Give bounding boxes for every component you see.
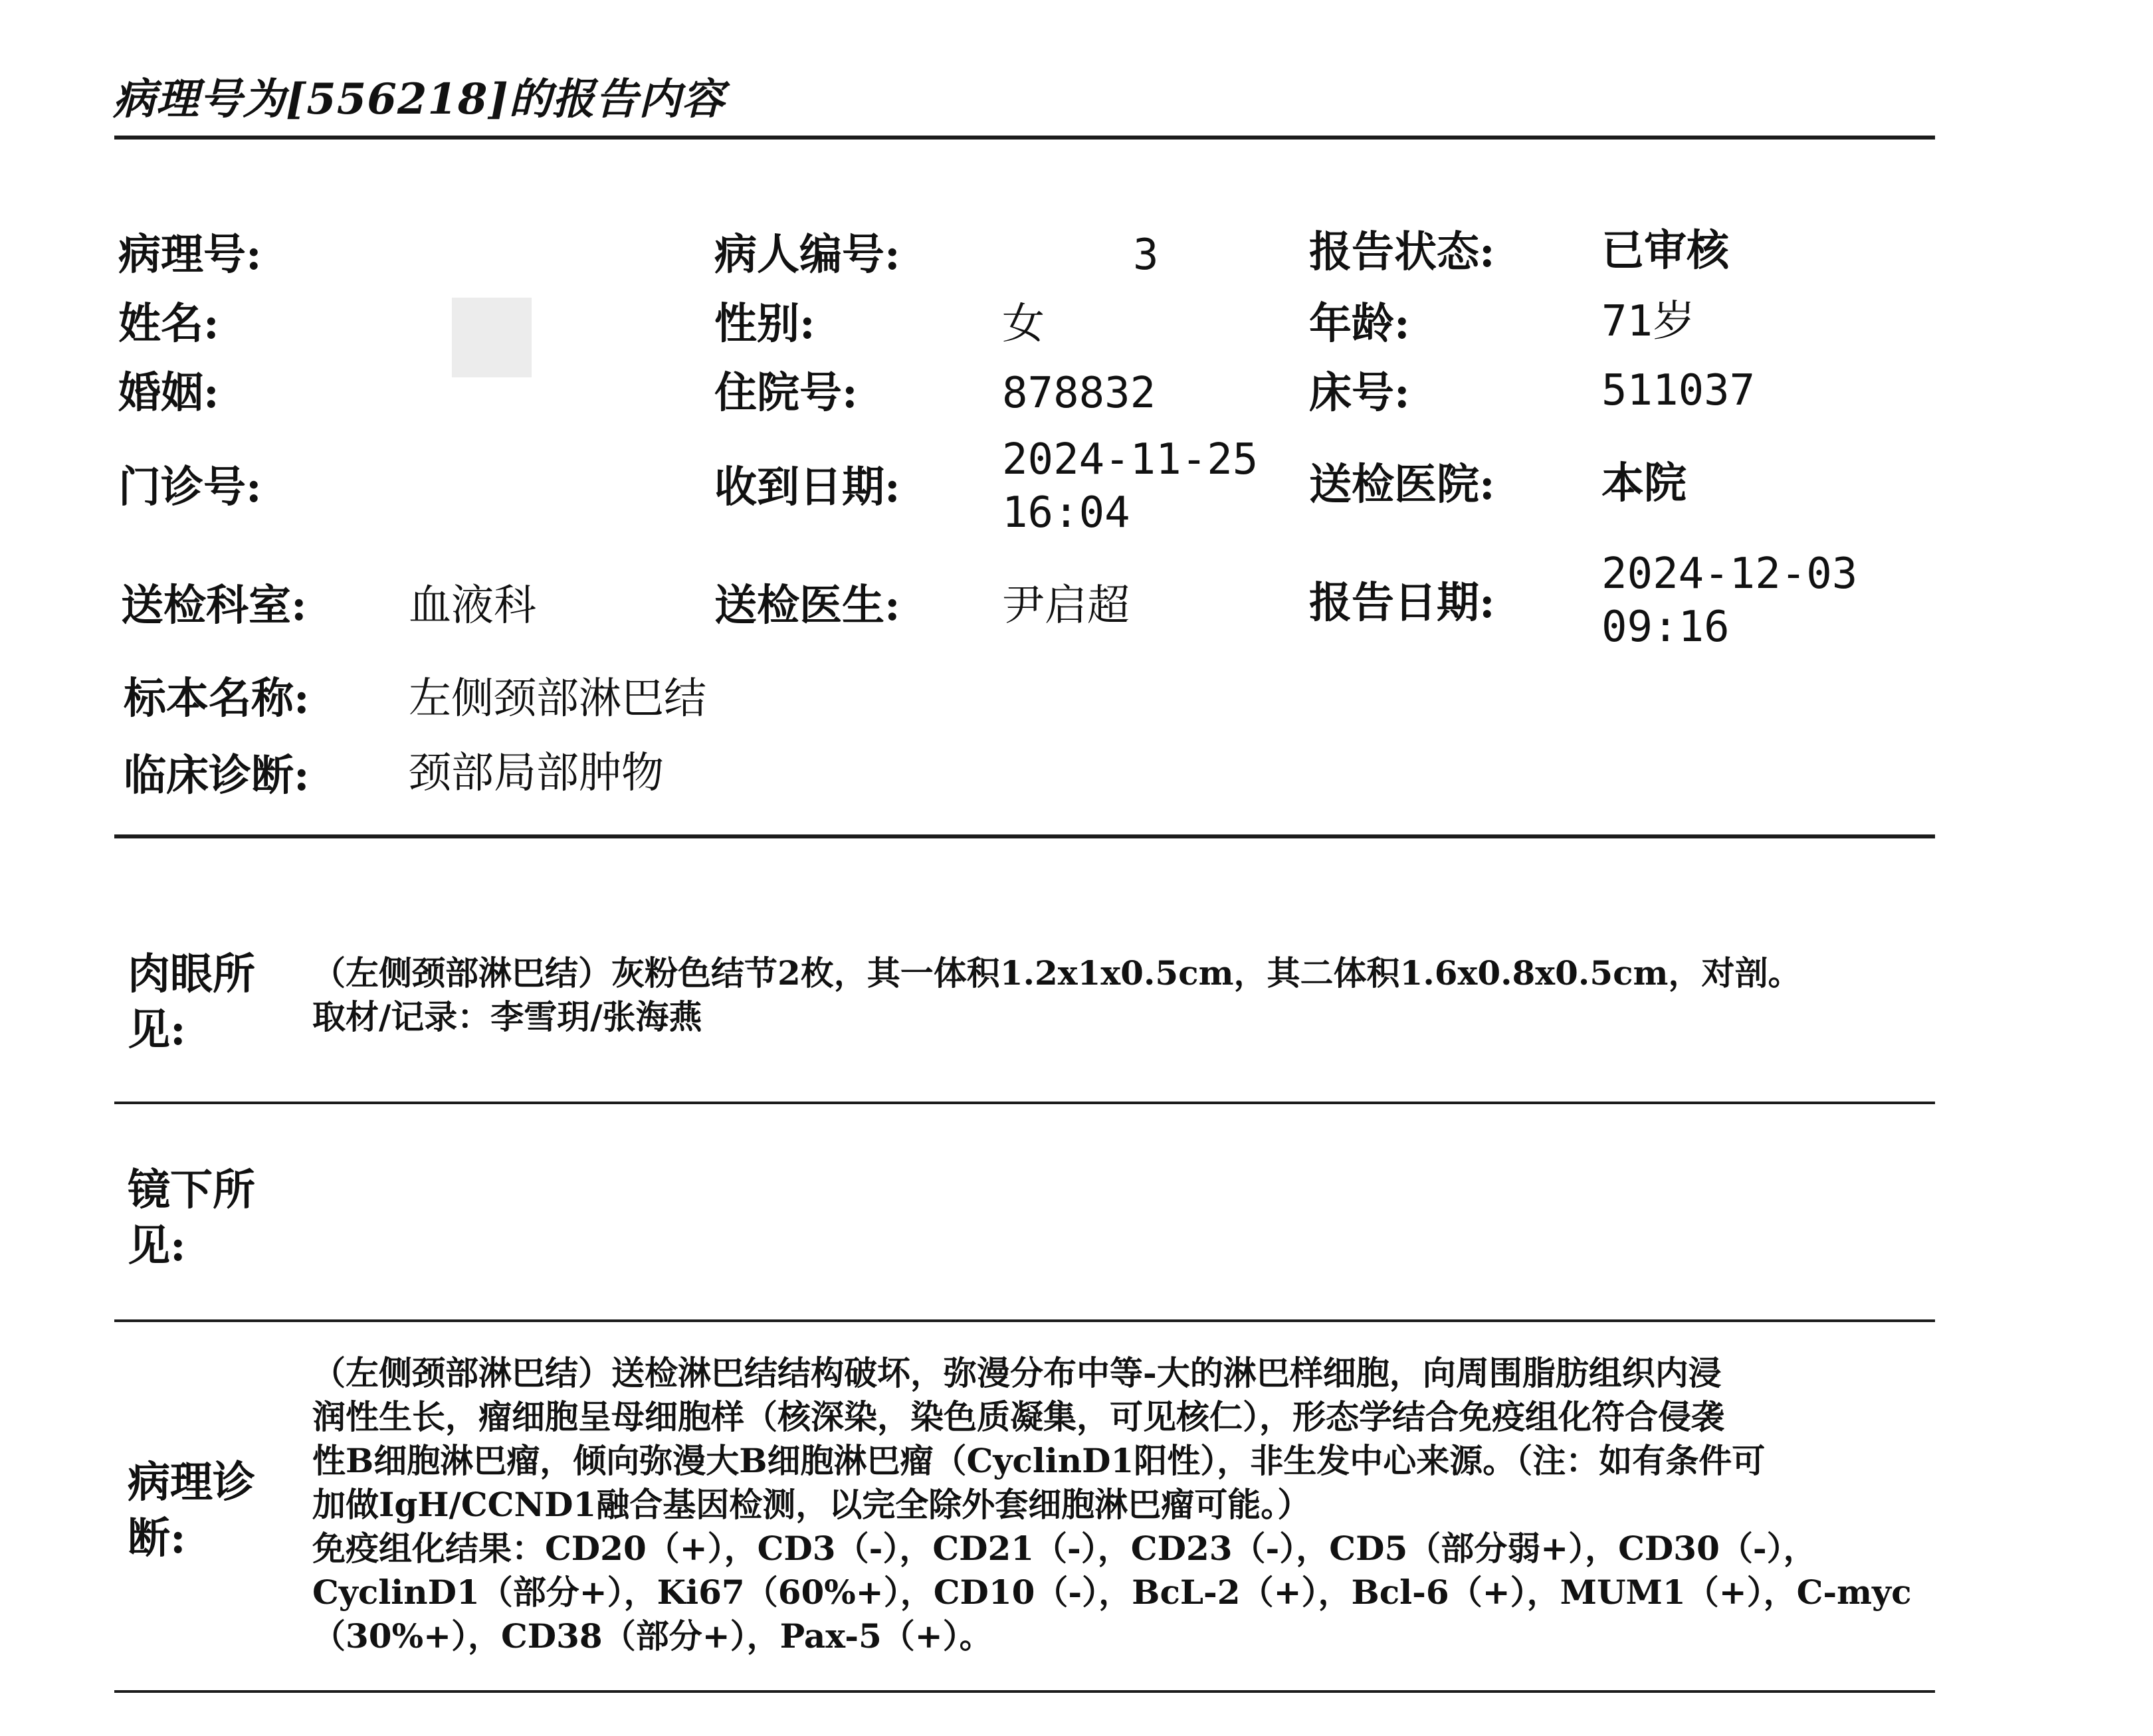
report-time-value: 09:16 <box>1601 603 1730 652</box>
gross-label: 肉眼所见: <box>128 949 255 1055</box>
sending-dept-label: 送检科室: <box>121 581 307 630</box>
report-title: 病理号为[556218]的报告内容 <box>113 74 725 124</box>
report-status-value: 已审核 <box>1601 226 1729 276</box>
received-date-value: 2024-11-25 <box>1002 435 1259 484</box>
redacted-name <box>452 298 532 377</box>
outpatient-no-label: 门诊号: <box>118 462 262 512</box>
gross-divider <box>114 1102 1935 1104</box>
pathology-no-label: 病理号: <box>118 230 262 280</box>
inpatient-no-value: 878832 <box>1002 369 1156 418</box>
bed-no-label: 床号: <box>1309 368 1410 418</box>
sending-hospital-value: 本院 <box>1601 458 1687 508</box>
received-date-label: 收到日期: <box>714 462 900 512</box>
micro-divider <box>114 1319 1935 1322</box>
report-date-value: 2024-12-03 <box>1601 549 1858 599</box>
report-status-label: 报告状态: <box>1309 227 1495 277</box>
bed-no-value: 511037 <box>1601 366 1756 415</box>
micro-label: 镜下所见: <box>128 1165 255 1271</box>
received-time-value: 16:04 <box>1002 488 1130 537</box>
diagnosis-text: （左侧颈部淋巴结）送检淋巴结结构破坏，弥漫分布中等-大的淋巴样细胞，向周围脂肪组织内浸 润性生长，瘤细胞呈母细胞样（核深染，染色质凝集，可见核仁），形态学结合免疫组化符合侵袭 性B细胞淋巴瘤，倾向弥漫大B细胞淋巴瘤（CyclinD1阳性），非生发中心来源。（注：如有条件可 加做IgH/CCND1融合基因检测，以完全除外套细胞淋巴瘤可能。） 免疫组化结果：CD20（+），CD3（-），CD21（-），CD23（-），CD5（部分弱+），CD30（-）， CyclinD1（部分+），Ki67（60%+），CD10（-），BcL-2（+），Bcl-6（+），MUM1（+），C-myc （30%+），CD38（部分+），Pax-5（+）。 <box>312 1353 1912 1656</box>
age-label: 年龄: <box>1309 299 1410 349</box>
sending-doctor-value: 尹启超 <box>1002 581 1130 630</box>
title-divider <box>114 136 1935 140</box>
diagnosis-divider <box>114 1690 1935 1693</box>
patient-id-value: 3 <box>1133 231 1159 280</box>
clinical-dx-value: 颈部局部肿物 <box>409 749 664 798</box>
clinical-dx-label: 临床诊断: <box>124 751 310 801</box>
sex-label: 性别: <box>714 299 815 349</box>
age-value: 71岁 <box>1601 297 1696 346</box>
sending-doctor-label: 送检医生: <box>714 581 900 630</box>
gross-text: （左侧颈部淋巴结）灰粉色结节2枚，其一体积1.2x1x0.5cm，其二体积1.6x0.8x0.5cm，对剖。 取材/记录：李雪玥/张海燕 <box>312 953 1801 1036</box>
specimen-value: 左侧颈部淋巴结 <box>409 674 706 723</box>
patient-id-label: 病人编号: <box>714 230 900 280</box>
diagnosis-label: 病理诊断: <box>128 1458 255 1563</box>
report-date-label: 报告日期: <box>1309 578 1495 628</box>
sending-hospital-label: 送检医院: <box>1309 460 1495 510</box>
inpatient-no-label: 住院号: <box>714 368 858 418</box>
sending-dept-value: 血液科 <box>409 581 536 630</box>
marital-label: 婚姻: <box>118 368 219 418</box>
name-label: 姓名: <box>118 299 219 349</box>
specimen-label: 标本名称: <box>124 674 310 723</box>
header-divider <box>114 834 1935 838</box>
sex-value: 女 <box>1002 300 1045 349</box>
